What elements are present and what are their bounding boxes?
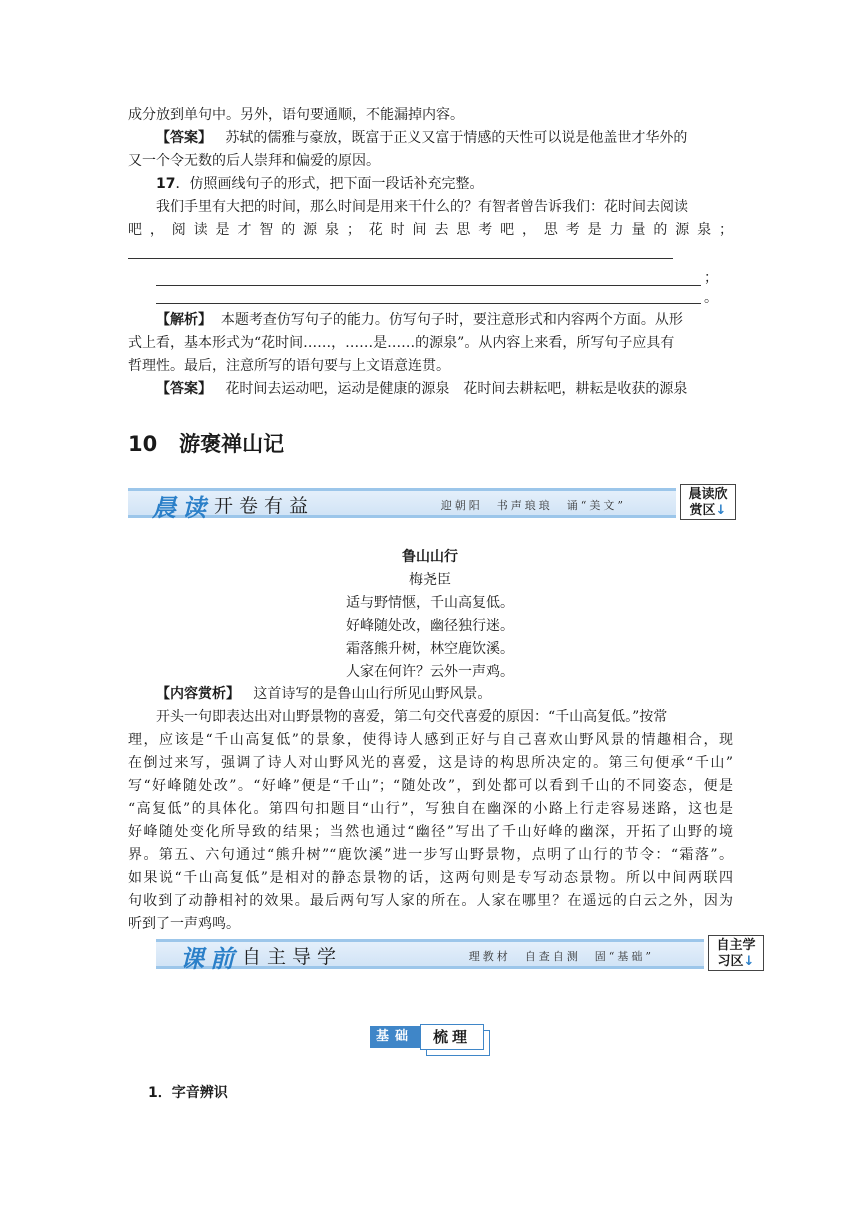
appreciation-line: 在倒过来写，强调了诗人对山野风光的喜爱，这是诗的构思所决定的。第三句便承“千山” <box>128 755 733 771</box>
analysis-line: 式上看，基本形式为“花时间……，……是……的源泉”。从内容上来看，所写句子应具有 <box>128 335 675 351</box>
appreciation-line: 如果说“千山高复低”是相对的静态景物的话，这两句则是专写动态景物。所以中间两联四 <box>128 870 733 886</box>
morning-reading-banner <box>128 484 736 522</box>
banner-italic-title: 晨读 <box>152 493 212 522</box>
question-17 <box>156 174 483 194</box>
banner-area-label: 自主学 习区↓ <box>708 935 764 971</box>
blank-line <box>128 258 673 259</box>
section-heading <box>128 428 284 458</box>
basics-review-badge <box>370 1024 488 1052</box>
appreciation-line: 界。第五、六句通过“熊升树”“鹿饮溪”进一步写山野景物，点明了山行的节令：“霜落”。 <box>128 847 733 863</box>
appreciation-line: 好峰随处变化所导致的结果；当然也通过“幽径”写出了千山好峰的幽深，开拓了山野的境 <box>128 824 733 840</box>
banner-slogan: 迎朝阳 书声琅琅 诵“美文” <box>440 499 626 512</box>
appreciation-lead <box>156 684 491 704</box>
answer-tag: 【答案】 <box>156 130 212 146</box>
analysis-tag: 【解析】 <box>156 312 212 328</box>
semicolon: ； <box>704 270 718 286</box>
analysis-text: 本题考查仿写句子的能力。仿写句子时，要注意形式和内容两个方面。从形 <box>220 312 683 328</box>
poem-author: 梅尧臣 <box>409 572 451 588</box>
banner-slogan: 理教材 自查自测 固“基础” <box>468 950 654 963</box>
answer-line <box>156 128 687 148</box>
poem-line: 霜落熊升树，林空鹿饮溪。 <box>346 641 514 657</box>
arrow-down-icon: ↓ <box>715 503 727 518</box>
analysis-line: 哲理性。最后，注意所写的语句要与上文语意连贯。 <box>128 358 450 374</box>
appreciation-line: “高复低”的具体化。第四句扣题目“山行”，写独自在幽深的小路上行走容易迷路，这也是 <box>128 801 733 817</box>
question-text: ．仿照画线句子的形式，把下面一段话补充完整。 <box>175 176 484 192</box>
appreciation-line: 听到了一声鸡鸣。 <box>128 916 240 932</box>
answer-text: 花时间去运动吧，运动是健康的源泉 花时间去耕耘吧，耕耘是收获的源泉 <box>225 381 688 397</box>
paragraph-line: 成分放到单句中。另外，语句要通顺，不能漏掉内容。 <box>128 107 464 123</box>
answer-text: 苏轼的儒雅与豪放，既富于正义又富于情感的天性可以说是他盖世才华外的 <box>225 130 688 146</box>
appreciation-tag: 【内容赏析】 <box>156 686 240 702</box>
answer-tag: 【答案】 <box>156 381 212 397</box>
banner-italic-title: 课前 <box>180 944 240 973</box>
section-number: 10 <box>128 432 158 456</box>
appreciation-line: 开头一句即表达出对山野景物的喜爱，第二句交代喜爱的原因：“千山高复低。”按常 <box>156 709 668 725</box>
blank-line <box>156 285 701 286</box>
badge-right: 梳理 <box>420 1024 484 1050</box>
period: 。 <box>704 290 718 306</box>
appreciation-line: 写“好峰随处改”。“好峰”便是“千山”；“随处改”，到处都可以看到千山的不同姿态，便是 <box>128 778 733 794</box>
self-study-banner <box>156 935 764 973</box>
blank-line <box>156 303 701 304</box>
banner-area-label: 晨读欣 赏区↓ <box>680 484 736 520</box>
question-number: 17 <box>156 176 176 192</box>
poem-line: 适与野情惬，千山高复低。 <box>346 595 514 611</box>
appreciation-line: 句收到了动静相衬的效果。最后两句写人家的所在。人家在哪里？在遥远的白云之外，因为 <box>128 893 733 909</box>
poem-title: 鲁山山行 <box>402 549 458 565</box>
banner-main-title: 自主导学 <box>242 946 343 968</box>
answer-line <box>156 379 687 399</box>
item-1 <box>148 1083 228 1103</box>
answer-continuation: 又一个令无数的后人崇拜和偏爱的原因。 <box>128 153 380 169</box>
question-paragraph-line: 我们手里有大把的时间，那么时间是用来干什么的？有智者曾告诉我们：花时间去阅读 <box>156 199 688 215</box>
poem-line: 人家在何许？云外一声鸡。 <box>346 664 514 680</box>
item-number: 1 <box>148 1085 158 1101</box>
appreciation-lead-text: 这首诗写的是鲁山山行所见山野风景。 <box>253 686 492 702</box>
analysis-line <box>156 310 683 330</box>
arrow-down-icon: ↓ <box>743 954 755 969</box>
badge-left: 基础 <box>370 1026 420 1048</box>
question-paragraph-line: 吧，阅读是才智的源泉；花时间去思考吧，思考是力量的源泉； <box>128 222 733 238</box>
poem-line: 好峰随处改，幽径独行迷。 <box>346 618 514 634</box>
banner-main-title: 开卷有益 <box>214 495 315 517</box>
item-text: ．字音辨识 <box>157 1085 228 1101</box>
section-title: 游褒禅山记 <box>179 432 285 456</box>
appreciation-line: 理，应该是“千山高复低”的景象，使得诗人感到正好与自己喜欢山野风景的情趣相合，现 <box>128 732 733 748</box>
